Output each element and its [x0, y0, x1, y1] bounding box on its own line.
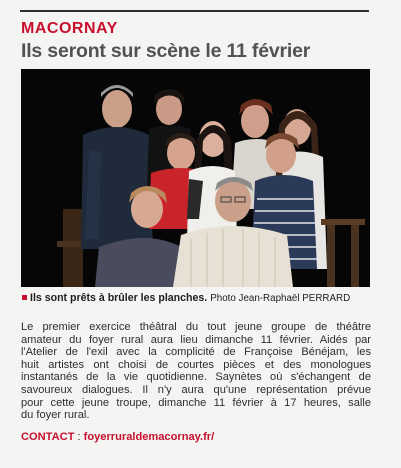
- contact-website-link[interactable]: foyerruraldemacornay.fr/: [83, 431, 215, 443]
- caption-bullet-icon: [22, 295, 27, 300]
- body-line: savoureux dialogues. Il n'y aura qu'une représentation prévue: [21, 383, 371, 396]
- group-photo: [21, 69, 370, 287]
- body-line: huit artistes ont choisi de courtes pièces et des monologues: [21, 358, 371, 371]
- group-photo-illustration: [21, 69, 370, 287]
- article-body: [21, 321, 371, 422]
- body-line: Le premier exercice théâtral du tout jeune groupe de théâtre: [21, 321, 371, 333]
- contact-line: [21, 431, 214, 443]
- section-kicker: MACORNAY: [21, 20, 118, 37]
- body-line: amateur du foyer rural aura lieu dimanche 11 février. Aidés par: [21, 333, 371, 346]
- top-rule: [20, 10, 369, 12]
- body-line: instantanés de la vie quotidienne. Saynètes où s'échangent de: [21, 371, 371, 384]
- article-headline: Ils seront sur scène le 11 février: [21, 40, 311, 62]
- caption-text: Ils sont prêts à brûler les planches.: [30, 292, 208, 304]
- body-line: du foyer rural.: [21, 409, 90, 422]
- contact-label: CONTACT: [21, 431, 75, 443]
- photo-caption: [22, 292, 370, 304]
- photo-credit: Photo Jean-Raphaël PERRARD: [210, 293, 351, 304]
- body-line: pour cette jeune troupe, dimanche 11 février à 17 heures, salle: [21, 396, 371, 409]
- contact-separator: :: [74, 431, 84, 443]
- body-line: l'Atelier de l'exil avec la complicité de Françoise Bénéjam, les: [21, 346, 371, 359]
